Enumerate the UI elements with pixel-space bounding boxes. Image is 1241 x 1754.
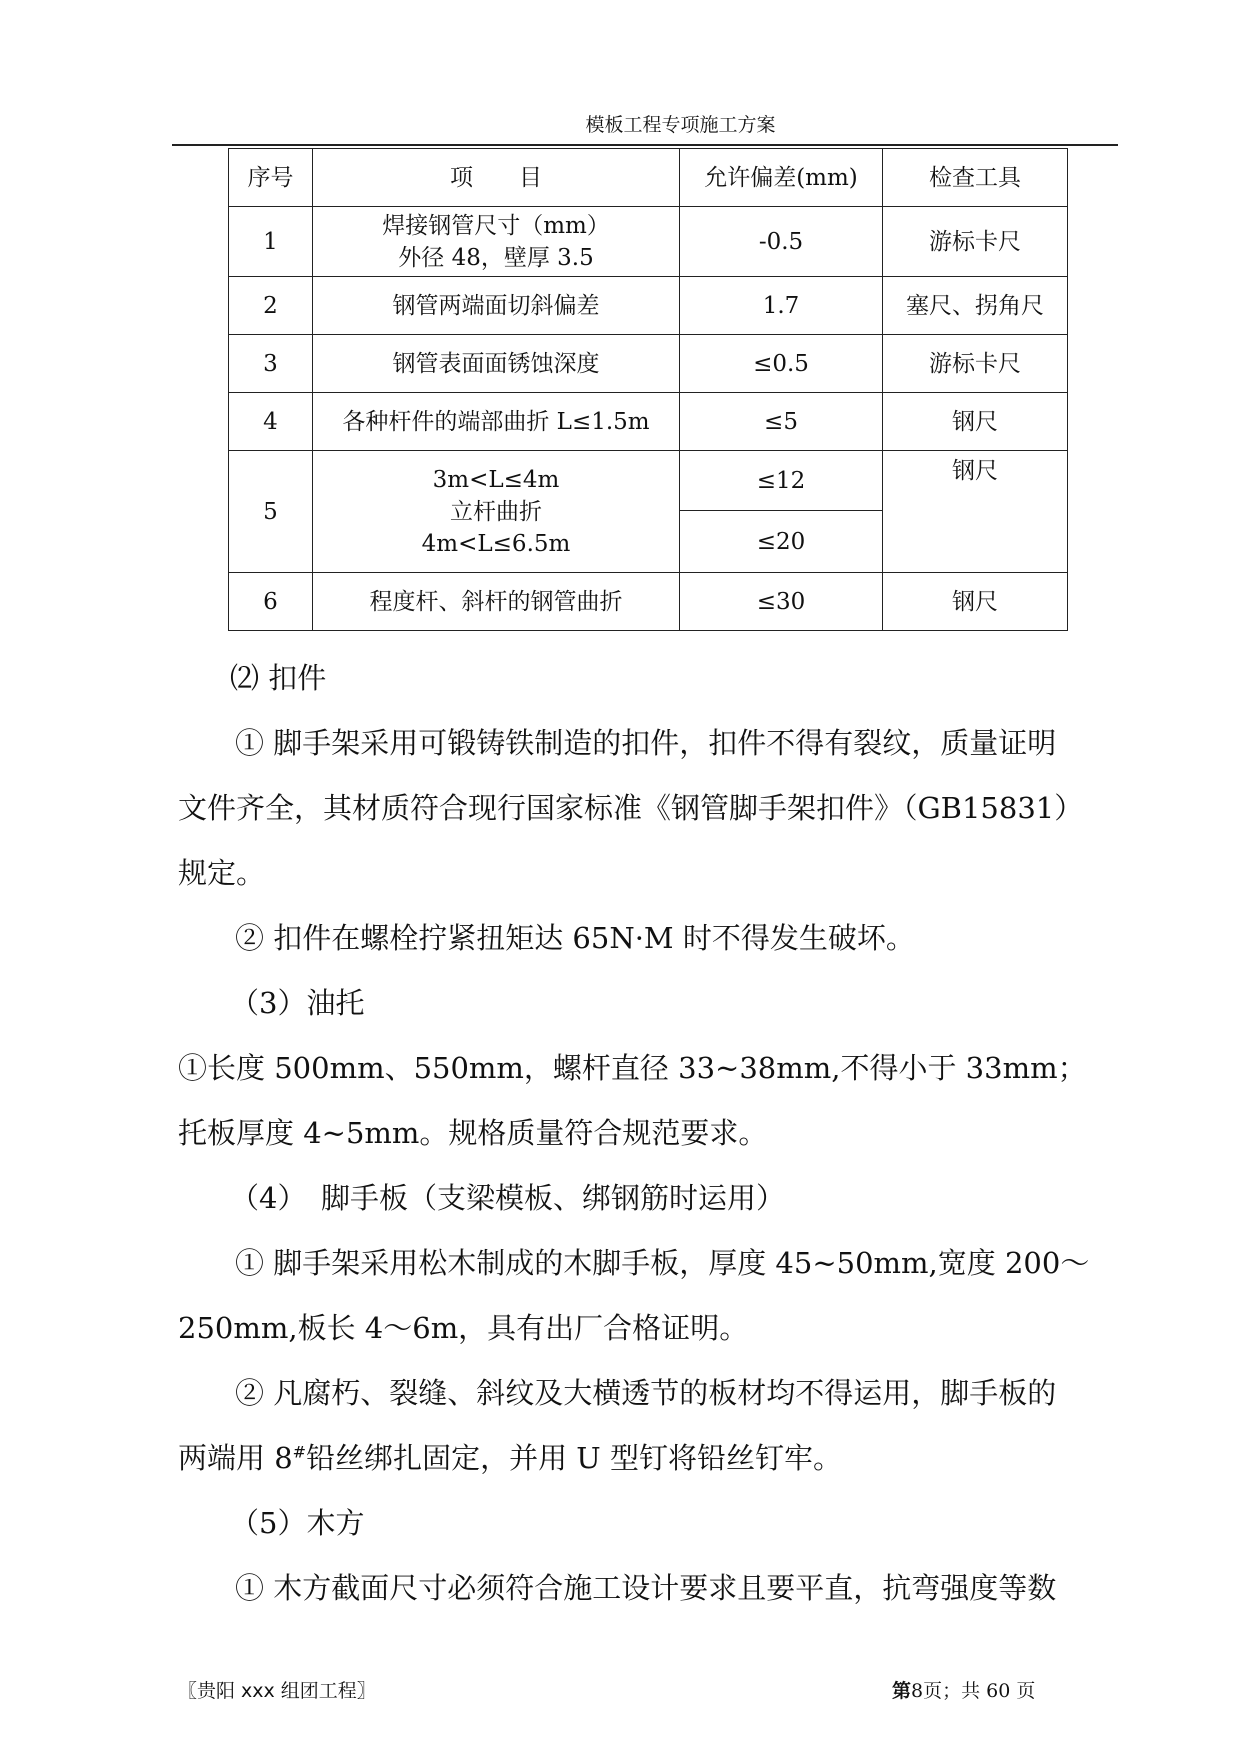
section-title-timber: （5）木方 <box>230 1506 365 1540</box>
paragraph-line: ①长度 500mm、550mm，螺杆直径 33~38mm,不得小于 33mm； <box>178 1051 1087 1085</box>
footer-project-name: 〖贵阳 xxx 组团工程〗 <box>178 1680 376 1702</box>
header-rule <box>172 144 1118 146</box>
cell-no: 1 <box>229 207 313 277</box>
header-cell-item: 项 目 <box>313 149 680 207</box>
paragraph-line <box>178 1426 1130 1491</box>
page-suffix: 页；共 60 页 <box>923 1680 1036 1702</box>
cell-no: 2 <box>229 277 313 335</box>
text-span: 两端用 8 <box>178 1441 293 1475</box>
section-title-scaffold-board: （4） 脚手板（支梁模板、绑钢筋时运用） <box>230 1181 785 1215</box>
table-header-row <box>229 149 1068 207</box>
page-prefix: 第 <box>892 1680 912 1702</box>
cell-no: 5 <box>229 451 313 573</box>
table-row <box>229 573 1068 631</box>
table-row <box>229 335 1068 393</box>
section-title-jack: （3）油托 <box>230 986 365 1020</box>
cell-tool: 塞尺、拐角尺 <box>883 277 1068 335</box>
cell-tolerance: -0.5 <box>680 207 883 277</box>
paragraph-line: 文件齐全，其材质符合现行国家标准《钢管脚手架扣件》（GB15831） <box>178 791 1084 825</box>
paragraph-line: ① 脚手架采用可锻铸铁制造的扣件，扣件不得有裂纹，质量证明 <box>235 726 1057 760</box>
cell-tolerance: ≤5 <box>680 393 883 451</box>
running-header-title: 模板工程专项施工方案 <box>585 114 776 136</box>
table-row <box>229 393 1068 451</box>
cell-tolerance: ≤30 <box>680 573 883 631</box>
tolerance-table <box>228 148 1068 631</box>
item-line: 立杆曲折 <box>450 498 542 525</box>
item-line: 4m<L≤6.5m <box>421 530 571 557</box>
table-row <box>229 451 1068 511</box>
body-text <box>178 646 1130 1621</box>
cell-no: 4 <box>229 393 313 451</box>
header-cell-tool: 检查工具 <box>883 149 1068 207</box>
page-number: 8 <box>911 1680 924 1702</box>
paragraph-line: 250mm,板长 4～6m，具有出厂合格证明。 <box>178 1311 749 1345</box>
paragraph-line: ② 凡腐朽、裂缝、斜纹及大横透节的板材均不得运用，脚手板的 <box>235 1376 1057 1410</box>
table-row <box>229 277 1068 335</box>
cell-tool: 游标卡尺 <box>883 335 1068 393</box>
cell-item: 程度杆、斜杆的钢管曲折 <box>313 573 680 631</box>
cell-tolerance: 1.7 <box>680 277 883 335</box>
paragraph-line: 规定。 <box>178 856 266 890</box>
paragraph-line: ② 扣件在螺栓拧紧扭矩达 65N·M 时不得发生破坏。 <box>235 921 915 955</box>
cell-item <box>313 207 680 277</box>
cell-no: 3 <box>229 335 313 393</box>
header-cell-no: 序号 <box>229 149 313 207</box>
cell-tolerance: ≤12 <box>680 451 883 511</box>
item-line: 3m<L≤4m <box>432 466 560 493</box>
cell-no: 6 <box>229 573 313 631</box>
cell-item: 各种杆件的端部曲折 L≤1.5m <box>313 393 680 451</box>
cell-item <box>313 451 680 573</box>
table-row <box>229 207 1068 277</box>
paragraph-line: 托板厚度 4~5mm。规格质量符合规范要求。 <box>178 1116 768 1150</box>
item-line: 焊接钢管尺寸（mm） <box>382 212 610 239</box>
cell-item: 钢管两端面切斜偏差 <box>313 277 680 335</box>
header-cell-tolerance: 允许偏差(mm) <box>680 149 883 207</box>
cell-tool: 钢尺 <box>883 393 1068 451</box>
text-span: 铅丝绑扎固定，并用 U 型钉将铅丝钉牢。 <box>306 1441 842 1475</box>
paragraph-line: ① 木方截面尺寸必须符合施工设计要求且要平直，抗弯强度等数 <box>235 1571 1057 1605</box>
cell-tolerance: ≤20 <box>680 511 883 573</box>
superscript-mark: # <box>292 1442 307 1462</box>
cell-tool: 游标卡尺 <box>883 207 1068 277</box>
paragraph-line: ① 脚手架采用松木制成的木脚手板，厚度 45~50mm,宽度 200～ <box>235 1246 1090 1280</box>
cell-tool: 钢尺 <box>883 573 1068 631</box>
item-line: 外径 48，壁厚 3.5 <box>398 244 594 271</box>
cell-item: 钢管表面面锈蚀深度 <box>313 335 680 393</box>
section-title-fasteners: ⑵ 扣件 <box>230 661 327 695</box>
footer-page-number <box>892 1676 1035 1703</box>
cell-tool: 钢尺 <box>883 451 1068 573</box>
cell-tolerance: ≤0.5 <box>680 335 883 393</box>
